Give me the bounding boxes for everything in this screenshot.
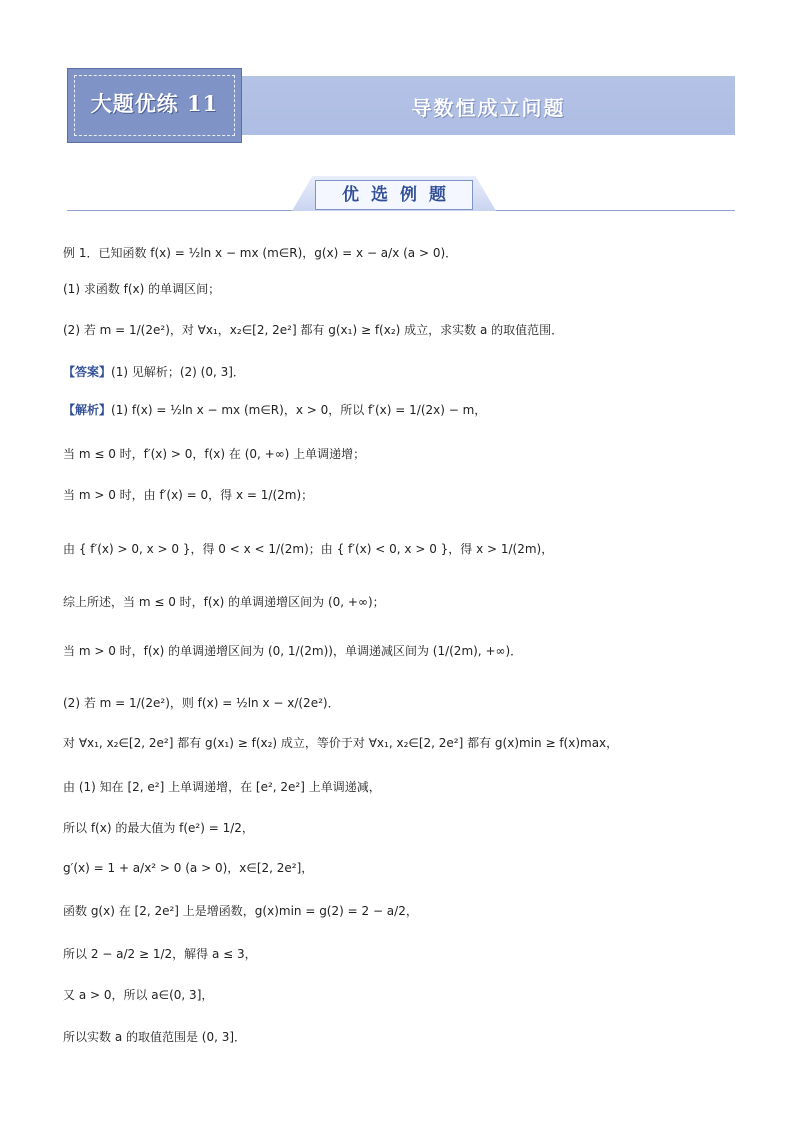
solution-step: 又 a > 0，所以 a∈(0, 3]， <box>63 988 214 1002</box>
solution-step: 综上所述，当 m ≤ 0 时，f(x) 的单调递增区间为 (0, +∞)； <box>63 595 385 609</box>
solution-step: 对 ∀x₁, x₂∈[2, 2e²] 都有 g(x₁) ≥ f(x₂) 成立，等价于对 ∀x₁, x₂∈[2, 2e²] 都有 g(x)min ≥ f(x)max， <box>63 736 619 750</box>
solution-conclusion: 所以实数 a 的取值范围是 (0, 3]． <box>63 1030 247 1044</box>
solution-step: 由 { f′(x) > 0, x > 0 }，得 0 < x < 1/(2m)；由 { f′(x) < 0, x > 0 }，得 x > 1/(2m)， <box>63 542 554 556</box>
banner-topic <box>242 76 735 135</box>
problem-part-1: (1) 求函数 f(x) 的单调区间； <box>63 282 221 296</box>
solution-step: 函数 g(x) 在 [2, 2e²] 上是增函数，g(x)min = g(2) = 2 − a/2， <box>63 904 418 918</box>
solution-step: 所以 2 − a/2 ≥ 1/2，解得 a ≤ 3， <box>63 947 257 961</box>
solution-step: 当 m > 0 时，f(x) 的单调递增区间为 (0, 1/(2m))，单调递减区间为 (1/(2m), +∞)． <box>63 644 523 658</box>
solution-step: (2) 若 m = 1/(2e²)，则 f(x) = ½ln x − x/(2e²)． <box>63 696 340 710</box>
solution-step: g′(x) = 1 + a/x² > 0 (a > 0)，x∈[2, 2e²]， <box>63 861 314 875</box>
answer-line: 【答案】(1) 见解析；(2) (0, 3]． <box>63 365 245 379</box>
answer-tag: 【答案】 <box>63 365 112 379</box>
section-title: 优选例题 <box>342 185 458 205</box>
solution-tag: 【解析】 <box>63 403 112 417</box>
solution-step: 所以 f(x) 的最大值为 f(e²) = 1/2， <box>63 821 254 835</box>
section-tab <box>315 180 473 210</box>
problem-statement: 例 1．已知函数 f(x) = ½ln x − mx (m∈R)，g(x) = x − a/x (a > 0)． <box>63 246 458 260</box>
banner-badge <box>67 68 242 143</box>
solution-step: 当 m > 0 时，由 f′(x) = 0，得 x = 1/(2m)； <box>63 488 314 502</box>
problem-part-2: (2) 若 m = 1/(2e²)，对 ∀x₁，x₂∈[2, 2e²] 都有 g(x₁) ≥ f(x₂) 成立，求实数 a 的取值范围． <box>63 323 564 337</box>
banner-badge-title: 大题优练 11 <box>90 91 219 116</box>
solution-step: 由 (1) 知在 [2, e²] 上单调递增，在 [e², 2e²] 上单调递减， <box>63 780 381 794</box>
solution-line: 【解析】(1) f(x) = ½ln x − mx (m∈R)，x > 0，所以 f′(x) = 1/(2x) − m， <box>63 403 487 417</box>
topic-title: 导数恒成立问题 <box>411 96 566 120</box>
solution-step: 当 m ≤ 0 时，f′(x) > 0，f(x) 在 (0, +∞) 上单调递增； <box>63 447 366 461</box>
header-banner <box>67 68 735 143</box>
